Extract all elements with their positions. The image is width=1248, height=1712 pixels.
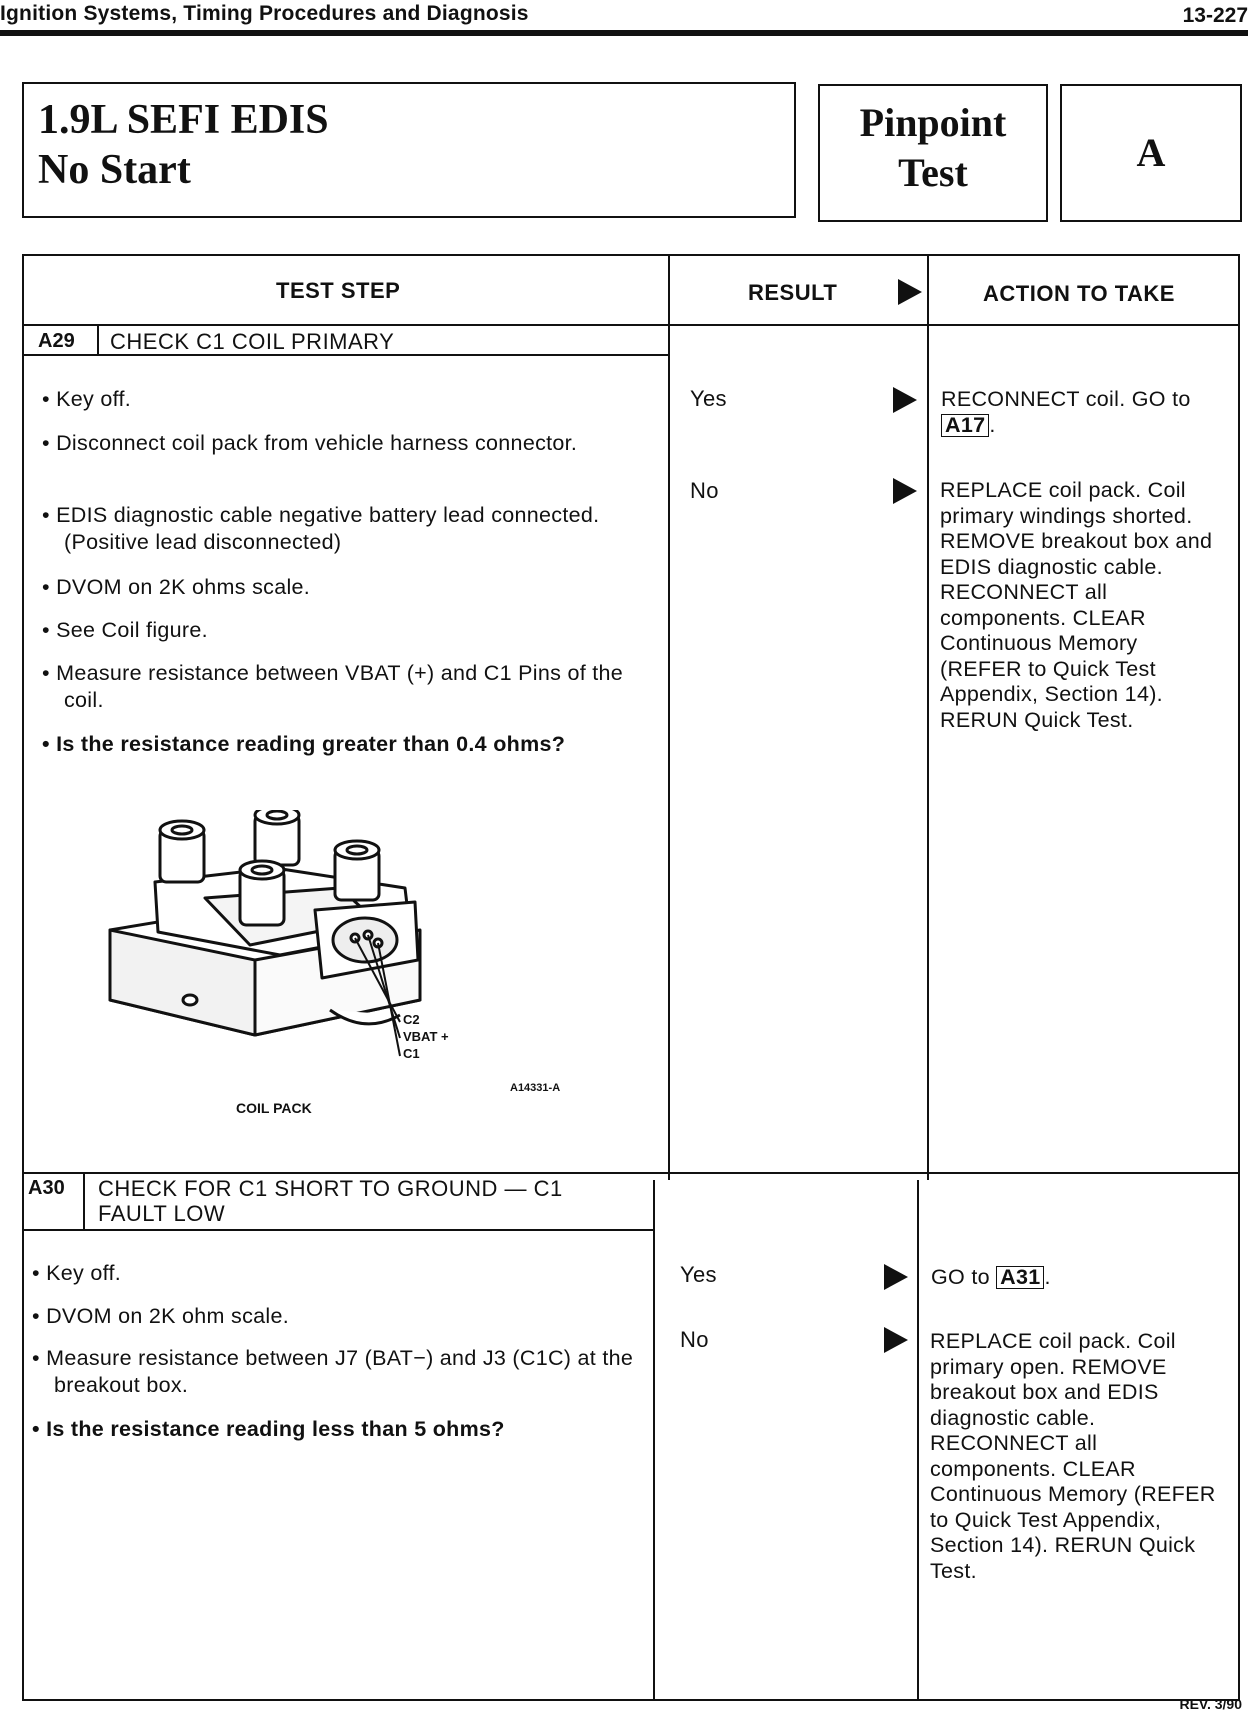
header-rule	[0, 30, 1248, 36]
step-a30-title-underline	[22, 1229, 655, 1231]
a29-ref-link[interactable]: A17	[941, 414, 989, 437]
step-a30-id: A30	[28, 1177, 65, 1199]
test-letter: A	[1136, 130, 1166, 175]
title-symptom: No Start	[38, 147, 191, 193]
step-a29-bullet-3: • EDIS diagnostic cable negative battery lead connected. (Positive lead disconnected)	[42, 503, 600, 554]
step-a29-bullet-5: • See Coil figure.	[42, 618, 208, 642]
step-a30-top-rule	[22, 1172, 1240, 1174]
coil-pack-figure	[100, 810, 600, 1090]
step-a29-bullet-4: • DVOM on 2K ohms scale.	[42, 575, 311, 599]
col-divider-2-top	[927, 254, 929, 1180]
table-left-border	[22, 254, 24, 1701]
step-a29-title-underline	[22, 354, 670, 356]
column-header-result: RESULT	[748, 280, 838, 305]
step-a30-id-divider	[83, 1172, 85, 1230]
figure-caption: COIL PACK	[236, 1100, 312, 1116]
step-a30-bullet-3: • Measure resistance between J7 (BAT−) and J3 (C1C) at the breakout box.	[32, 1346, 634, 1397]
a29-action-no: REPLACE coil pack. Coil primary windings shorted. REMOVE breakout box and EDIS diagnostic cable. RECONNECT all components. CLEAR Continuous Memory (REFER to Quick Test Appendix, Section 14). RERUN Quick Test.	[940, 478, 1213, 732]
a29-action-yes: RECONNECT coil. GO to A17 .	[941, 387, 1191, 437]
a29-no-arrow-icon	[893, 478, 917, 504]
header-arrow-icon	[898, 279, 922, 305]
header-bottom-rule	[22, 324, 1240, 326]
step-a29-bullet-6: • Measure resistance between VBAT (+) and C1 Pins of the coil.	[42, 661, 624, 712]
step-a30-bullet-1: • Key off.	[32, 1261, 122, 1285]
a30-yes-arrow-icon	[884, 1264, 908, 1290]
a30-result-no: No	[680, 1327, 709, 1352]
step-a29-id-divider	[97, 324, 99, 355]
step-a29-bullet-2: • Disconnect coil pack from vehicle harness connector.	[42, 431, 578, 455]
step-a29-question: • Is the resistance reading greater than 0.4 ohms?	[42, 732, 566, 756]
a30-ref-link[interactable]: A31	[996, 1266, 1044, 1289]
section-title: Ignition Systems, Timing Procedures and Diagnosis	[0, 2, 529, 25]
coil-label-c1: C1	[403, 1046, 420, 1061]
coil-label-vbat: VBAT +	[403, 1029, 449, 1044]
a30-no-arrow-icon	[884, 1327, 908, 1353]
step-a29-bullet-1: • Key off.	[42, 387, 132, 411]
test-letter-box	[1060, 84, 1242, 222]
table-bottom-border	[22, 1699, 1240, 1701]
column-header-action: ACTION TO TAKE	[983, 281, 1175, 306]
title-box	[22, 82, 796, 218]
a30-action-yes: GO to A31 .	[931, 1265, 1051, 1289]
a29-yes-arrow-icon	[893, 387, 917, 413]
revision-note: REV. 3/90	[1179, 1696, 1242, 1712]
step-a29-id: A29	[38, 330, 75, 352]
pinpoint-box	[818, 84, 1048, 222]
column-header-test-step: TEST STEP	[276, 278, 401, 303]
table-right-border	[1238, 254, 1240, 1701]
a29-result-yes: Yes	[690, 386, 727, 411]
page-number: 13-227	[1182, 4, 1248, 27]
pinpoint-label: Pinpoint	[859, 100, 1007, 145]
step-a30-question: • Is the resistance reading less than 5 ohms?	[32, 1417, 505, 1441]
step-a30-bullet-2: • DVOM on 2K ohm scale.	[32, 1304, 290, 1328]
figure-code: A14331-A	[510, 1082, 561, 1094]
step-a30-title: CHECK FOR C1 SHORT TO GROUND — C1 FAULT LOW	[98, 1176, 563, 1226]
coil-label-c2: C2	[403, 1012, 420, 1027]
col-divider-1-top	[668, 254, 670, 1180]
a30-action-no: REPLACE coil pack. Coil primary open. REMOVE breakout box and EDIS diagnostic cable. RECONNECT all components. CLEAR Continuous Memory (REFER to Quick Test Appendix, Section 14). RERUN Quick Test.	[930, 1329, 1216, 1583]
table-top-border	[22, 254, 1240, 256]
a30-result-yes: Yes	[680, 1262, 717, 1287]
col-divider-2-bottom	[917, 1180, 919, 1700]
test-label: Test	[898, 150, 968, 195]
title-engine: 1.9L SEFI EDIS	[38, 97, 329, 143]
step-a29-title: CHECK C1 COIL PRIMARY	[110, 329, 395, 354]
a29-result-no: No	[690, 478, 719, 503]
